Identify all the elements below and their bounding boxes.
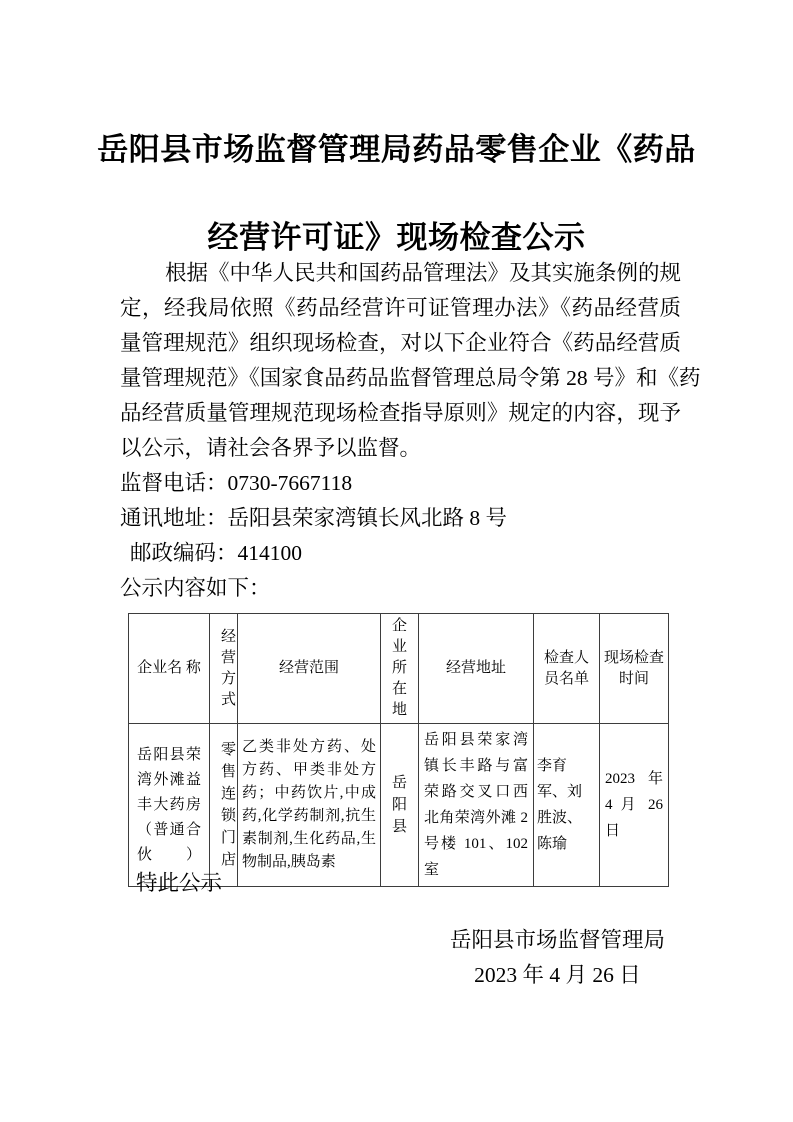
cell-enterprise-name: 岳阳县荣湾外滩益丰大药房（普通合伙）	[129, 724, 210, 887]
body-paragraph-line: 定，经我局依照《药品经营许可证管理办法》《药品经营质	[120, 296, 681, 320]
body-paragraph-line: 根据《中华人民共和国药品管理法》及其实施条例的规	[165, 261, 682, 285]
closing-statement: 特此公示	[136, 871, 223, 895]
header-business-scope: 经营范围	[238, 614, 381, 724]
document-title-line-1: 岳阳县市场监督管理局药品零售企业《药品	[97, 132, 696, 167]
mailing-address-line: 通讯地址：岳阳县荣家湾镇长风北路 8 号	[120, 506, 508, 530]
signature-block	[450, 923, 665, 993]
header-business-address: 经营地址	[419, 614, 534, 724]
cell-business-address: 岳阳县荣家湾镇长丰路与富荣路交叉口西北角荣湾外滩 2 号楼 101、102 室	[419, 724, 534, 887]
header-enterprise-name: 企业名 称	[129, 614, 210, 724]
header-enterprise-location: 企业所在地	[381, 614, 419, 724]
table-header-row	[129, 614, 669, 724]
table-row	[129, 724, 669, 887]
body-paragraph-line: 以公示，请社会各界予以监督。	[120, 436, 422, 460]
body-paragraph-line: 品经营质量管理规范现场检查指导原则》规定的内容，现予	[120, 401, 681, 425]
cell-business-mode: 零售连锁门店	[210, 724, 238, 887]
postal-code-line: 邮政编码：414100	[130, 541, 303, 565]
cell-inspector-list: 李育军、刘胜波、陈瑜	[534, 724, 600, 887]
notice-intro-line: 公示内容如下：	[120, 576, 271, 600]
issuing-authority: 岳阳县市场监督管理局	[449, 928, 665, 952]
document-title-line-2: 经营许可证》现场检查公示	[207, 220, 586, 255]
body-paragraph-line: 量管理规范》《国家食品药品监督管理总局令第 28 号》和《药	[120, 366, 701, 390]
header-inspector-list: 检查人员名单	[534, 614, 600, 724]
header-business-mode: 经营方式	[210, 614, 238, 724]
supervision-phone-line: 监督电话：0730-7667118	[120, 471, 353, 495]
cell-business-scope: 乙类非处方药、处方药、甲类非处方药；中药饮片,中成药,化学药制剂,抗生素制剂,生化药品,生物制品,胰岛素	[238, 724, 381, 887]
cell-enterprise-location: 岳阳县	[381, 724, 419, 887]
body-paragraph-line: 量管理规范》组织现场检查，对以下企业符合《药品经营质	[120, 331, 681, 355]
cell-inspection-time: 2023 年 4 月 26 日	[600, 724, 669, 887]
header-inspection-time: 现场检查时间	[600, 614, 669, 724]
document-body	[120, 256, 701, 606]
issue-date: 2023 年 4 月 26 日	[474, 963, 641, 987]
inspection-notice-table	[128, 613, 669, 887]
